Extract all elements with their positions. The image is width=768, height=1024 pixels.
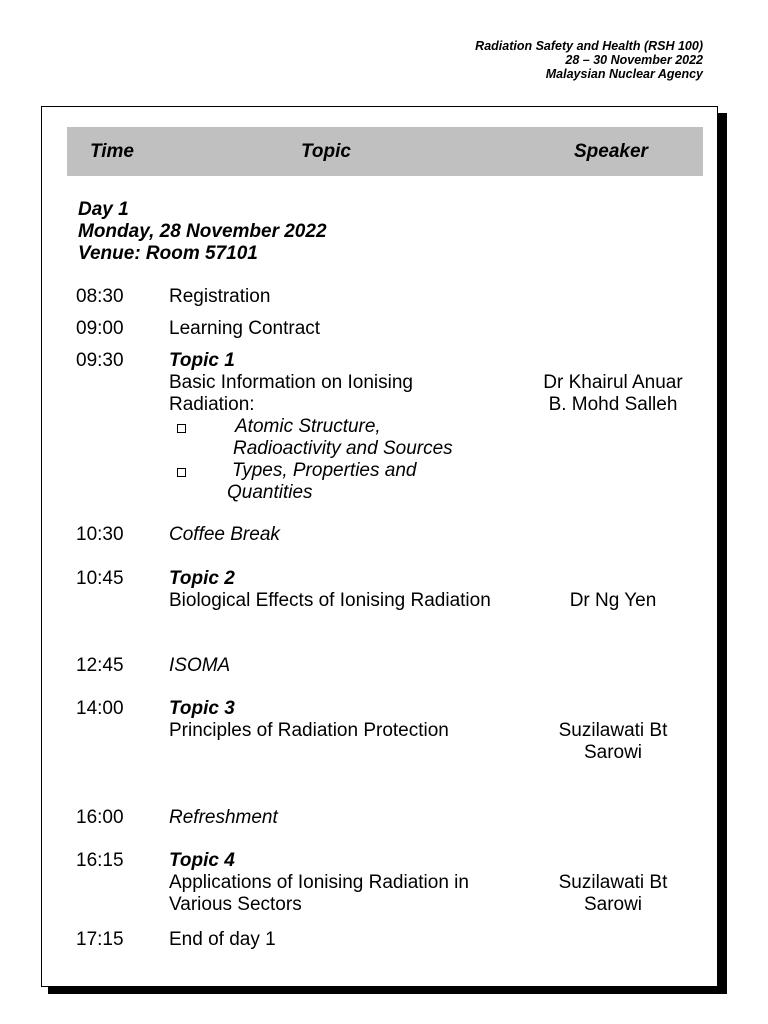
bullet-item [169,416,529,460]
row-topic [169,698,529,742]
topic-description: Basic Information on Ionising [169,372,413,393]
topic-description: Biological Effects of Ionising Radiation [169,590,491,611]
row-time: 10:30 [76,524,124,545]
row-time: 12:45 [76,655,124,676]
speaker-name: Dr Ng Yen [569,590,657,611]
bullet-text: Radioactivity and Sources [233,438,453,459]
row-title: End of day 1 [169,929,276,950]
row-title: Refreshment [169,807,278,828]
topic-number: Topic 4 [169,850,235,871]
topic-number: Topic 1 [169,350,235,371]
row-time: 16:00 [76,807,124,828]
row-title: Registration [169,286,271,307]
course-title: Radiation Safety and Health (RSH 100) [475,39,703,53]
header-time: Time [90,141,135,162]
day-label: Day 1 [78,199,129,220]
bullet-text: Atomic Structure, [235,416,381,437]
row-topic [169,850,529,916]
day-info [78,199,327,265]
row-title: Coffee Break [169,524,280,545]
topic-description: Principles of Radiation Protection [169,720,449,741]
header-speaker: Speaker [574,141,648,162]
row-speaker [520,872,706,916]
row-topic [169,350,529,504]
row-title: Learning Contract [169,318,321,339]
row-time: 16:15 [76,850,124,871]
speaker-name: Dr Khairul Anuar [543,372,683,393]
document-header [475,39,703,81]
speaker-name: B. Mohd Salleh [548,394,678,415]
topic-number: Topic 3 [169,698,235,719]
row-time: 10:45 [76,568,124,589]
row-title: ISOMA [169,655,231,676]
row-time: 09:00 [76,318,124,339]
row-time: 09:30 [76,350,124,371]
checkbox-bullet-icon [177,468,186,477]
day-venue: Venue: Room 57101 [78,243,258,264]
organization-name: Malaysian Nuclear Agency [545,67,703,81]
row-time: 14:00 [76,698,124,719]
bullet-text: Quantities [227,482,313,503]
day-date: Monday, 28 November 2022 [78,221,327,242]
row-time: 08:30 [76,286,124,307]
schedule-box [41,106,718,987]
speaker-name: Sarowi [583,894,643,915]
speaker-name: Sarowi [583,742,643,763]
bullet-item [169,460,529,504]
topic-number: Topic 2 [169,568,235,589]
row-speaker [520,590,706,612]
header-topic: Topic [301,141,351,162]
bullet-text: Types, Properties and [232,460,417,481]
speaker-name: Suzilawati Bt [558,872,668,893]
row-time: 17:15 [76,929,124,950]
speaker-name: Suzilawati Bt [558,720,668,741]
table-header [67,127,703,176]
topic-description: Radiation: [169,394,255,415]
topic-description: Various Sectors [169,894,302,915]
topic-description: Applications of Ionising Radiation in [169,872,469,893]
checkbox-bullet-icon [177,424,186,433]
course-dates: 28 – 30 November 2022 [565,53,703,67]
row-speaker [520,372,706,416]
row-topic [169,568,549,612]
row-speaker [520,720,706,764]
